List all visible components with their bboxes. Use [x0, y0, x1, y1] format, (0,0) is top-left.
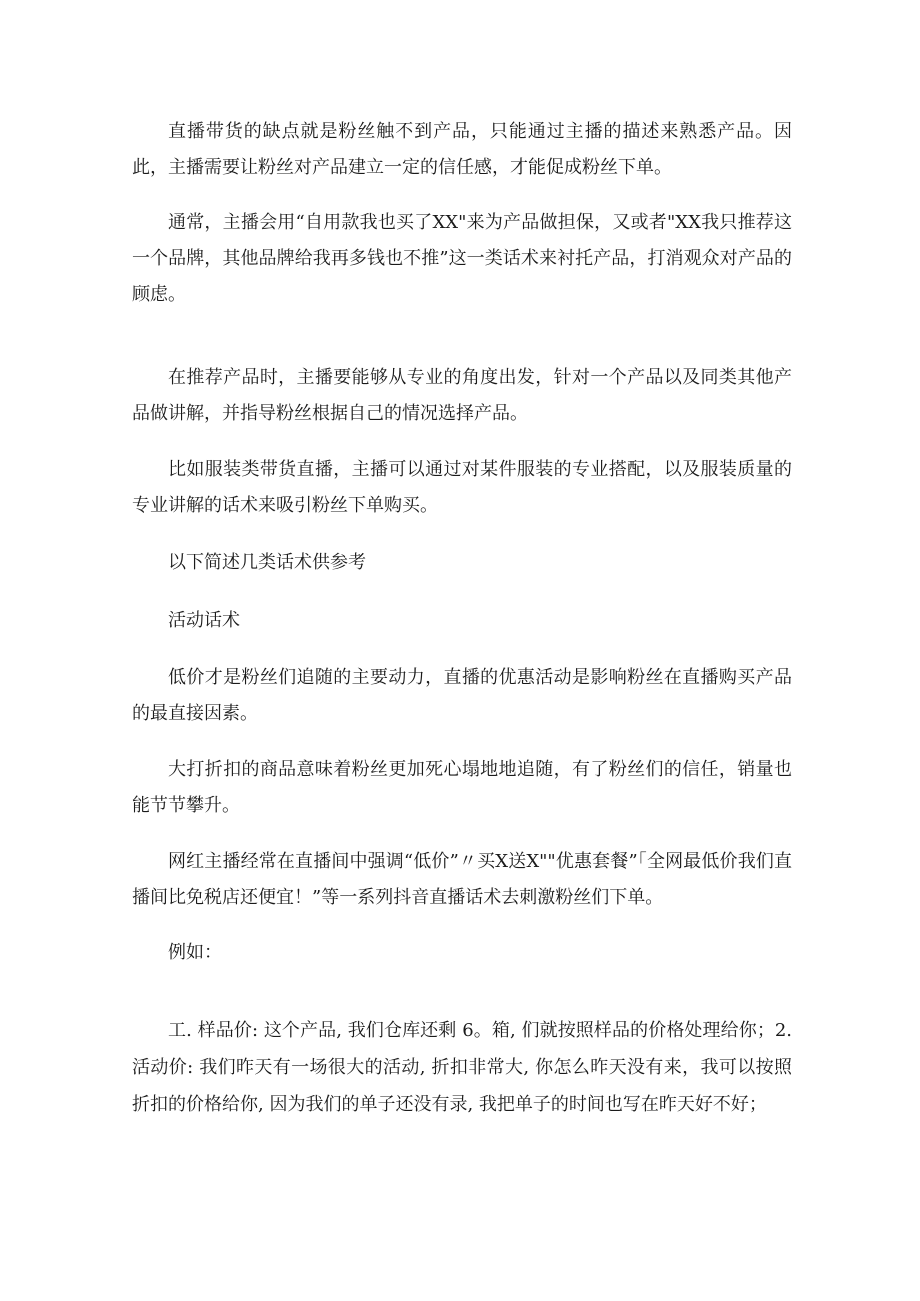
paragraph-2: 通常，主播会用“自用款我也买了XX"来为产品做担保，又或者"XX我只推荐这一个品牌，其他品牌给我再多钱也不推”这一类话术来衬托产品，打消观众对产品的顾虑。	[132, 212, 792, 305]
paragraph-example-label: 例如：	[168, 942, 222, 963]
paragraph-5: 以下简述几类话术供参考	[168, 552, 366, 573]
paragraph-9: 网红主播经常在直播间中强调“低价”〃买X送X""优惠套餐”「全网最低价我们直播间比免税店还便宜！”等一系列抖音直播话术去刺激粉丝们下单。	[132, 851, 792, 908]
paragraph-3: 在推荐产品时，主播要能够从专业的角度出发，针对一个产品以及同类其他产品做讲解，并指导粉丝根据自己的情况选择产品。	[132, 367, 792, 424]
paragraph-1: 直播带货的缺点就是粉丝触不到产品，只能通过主播的描述来熟悉产品。因此，主播需要让粉丝对产品建立一定的信任感，才能促成粉丝下单。	[132, 121, 792, 178]
section-heading-activity-scripts: 活动话术	[168, 610, 240, 631]
paragraph-4: 比如服装类带货直播，主播可以通过对某件服装的专业搭配，以及服装质量的专业讲解的话术来吸引粉丝下单购买。	[132, 459, 792, 516]
paragraph-7: 低价才是粉丝们追随的主要动力，直播的优惠活动是影响粉丝在直播购买产品的最直接因素。	[132, 667, 792, 724]
paragraph-8: 大打折扣的商品意味着粉丝更加死心塌地地追随，有了粉丝们的信任，销量也能节节攀升。	[132, 759, 792, 816]
paragraph-examples-list: 工. 样品价: 这个产品, 我们仓库还剩 6。箱, 们就按照样品的价格处理给你；2. 活动价: 我们昨天有一场很大的活动, 折扣非常大, 你怎么昨天没有来，我可以按照折扣的价格给你, 因为我们的单子还没有录, 我把单子的时间也写在昨天好不好；	[132, 1020, 792, 1115]
